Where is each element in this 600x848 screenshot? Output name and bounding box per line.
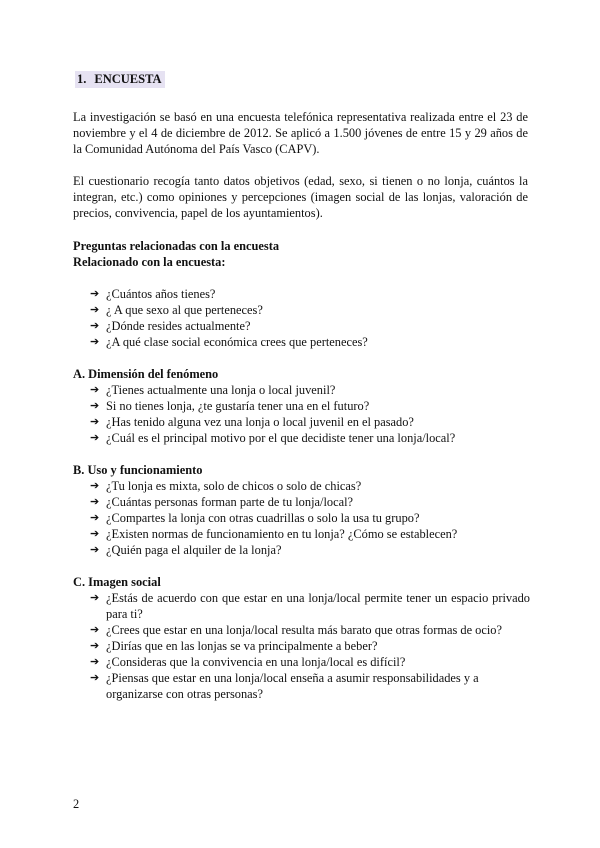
- list-item: ➔ ¿Tu lonja es mixta, solo de chicos o solo de chicas?: [90, 479, 362, 493]
- section-number: 1.: [77, 72, 87, 86]
- list-item: ➔ ¿Dónde resides actualmente?: [90, 319, 251, 333]
- arrow-icon: ➔: [90, 400, 100, 412]
- paragraph-methodology: La investigación se basó en una encuesta telefónica representativa realizada entre el 23 de noviembre y el 4 de diciembre de 2012. Se aplicó a 1.500 jóvenes de entre 15 y 29 años de la Comunidad Autónoma del País Vasco (CAPV).: [73, 110, 528, 156]
- list-item: ➔ ¿Consideras que la convivencia en una lonja/local es difícil?: [90, 655, 406, 669]
- arrow-icon: ➔: [90, 304, 100, 316]
- list-item: ➔ ¿Compartes la lonja con otras cuadrillas o solo la usa tu grupo?: [90, 511, 420, 525]
- arrow-icon: ➔: [90, 656, 100, 668]
- list-item: ➔ Si no tienes lonja, ¿te gustaría tener una en el futuro?: [90, 399, 370, 413]
- list-item: ➔ ¿Piensas que estar en una lonja/local enseña a asumir responsabilidades y a organizarse con otras personas?: [90, 671, 479, 701]
- group-c-question-list: [90, 590, 530, 702]
- intro-question-list: [90, 286, 530, 350]
- group-a-question-list: [90, 382, 530, 446]
- heading-group-b: B. Uso y funcionamiento: [73, 463, 203, 477]
- list-item: ➔ ¿Existen normas de funcionamiento en tu lonja? ¿Cómo se establecen?: [90, 527, 458, 541]
- arrow-icon: ➔: [90, 624, 100, 636]
- arrow-icon: ➔: [90, 672, 100, 684]
- list-item: ➔ ¿ A que sexo al que perteneces?: [90, 303, 263, 317]
- arrow-icon: ➔: [90, 432, 100, 444]
- group-b-question-list: [90, 478, 530, 558]
- list-item: ➔ ¿Quién paga el alquiler de la lonja?: [90, 543, 282, 557]
- heading-related-survey: Relacionado con la encuesta:: [73, 255, 226, 269]
- paragraph-questionnaire: El cuestionario recogía tanto datos objetivos (edad, sexo, si tienen o no lonja, cuántos la integran, etc.) como opiniones y percepciones (imagen social de las lonjas, valoración de precios, convivencia, papel de los ayuntamientos).: [73, 174, 528, 220]
- arrow-icon: ➔: [90, 544, 100, 556]
- arrow-icon: ➔: [90, 592, 100, 604]
- arrow-icon: ➔: [90, 416, 100, 428]
- section-title-text: ENCUESTA: [94, 72, 162, 86]
- arrow-icon: ➔: [90, 384, 100, 396]
- arrow-icon: ➔: [90, 288, 100, 300]
- list-item: ➔ ¿Estás de acuerdo con que estar en una lonja/local permite tener un espacio privado para ti?: [90, 591, 530, 621]
- list-item: ➔ ¿Cuál es el principal motivo por el que decidiste tener una lonja/local?: [90, 431, 456, 445]
- arrow-icon: ➔: [90, 528, 100, 540]
- section-title: [75, 71, 165, 88]
- list-item: ➔ ¿Cuántas personas forman parte de tu lonja/local?: [90, 495, 354, 509]
- heading-related-questions: Preguntas relacionadas con la encuesta: [73, 239, 280, 253]
- list-item: ➔ ¿Crees que estar en una lonja/local resulta más barato que otras formas de ocio?: [90, 623, 502, 637]
- list-item: ➔ ¿Dirías que en las lonjas se va principalmente a beber?: [90, 639, 378, 653]
- page-number: 2: [73, 797, 80, 811]
- list-item: ➔ ¿Tienes actualmente una lonja o local juvenil?: [90, 383, 336, 397]
- arrow-icon: ➔: [90, 480, 100, 492]
- arrow-icon: ➔: [90, 320, 100, 332]
- list-item: ➔ ¿A qué clase social económica crees que perteneces?: [90, 335, 368, 349]
- list-item: ➔ ¿Cuántos años tienes?: [90, 287, 216, 301]
- arrow-icon: ➔: [90, 640, 100, 652]
- heading-group-a: A. Dimensión del fenómeno: [73, 367, 219, 381]
- heading-group-c: C. Imagen social: [73, 575, 161, 589]
- arrow-icon: ➔: [90, 512, 100, 524]
- arrow-icon: ➔: [90, 336, 100, 348]
- arrow-icon: ➔: [90, 496, 100, 508]
- list-item: ➔ ¿Has tenido alguna vez una lonja o local juvenil en el pasado?: [90, 415, 414, 429]
